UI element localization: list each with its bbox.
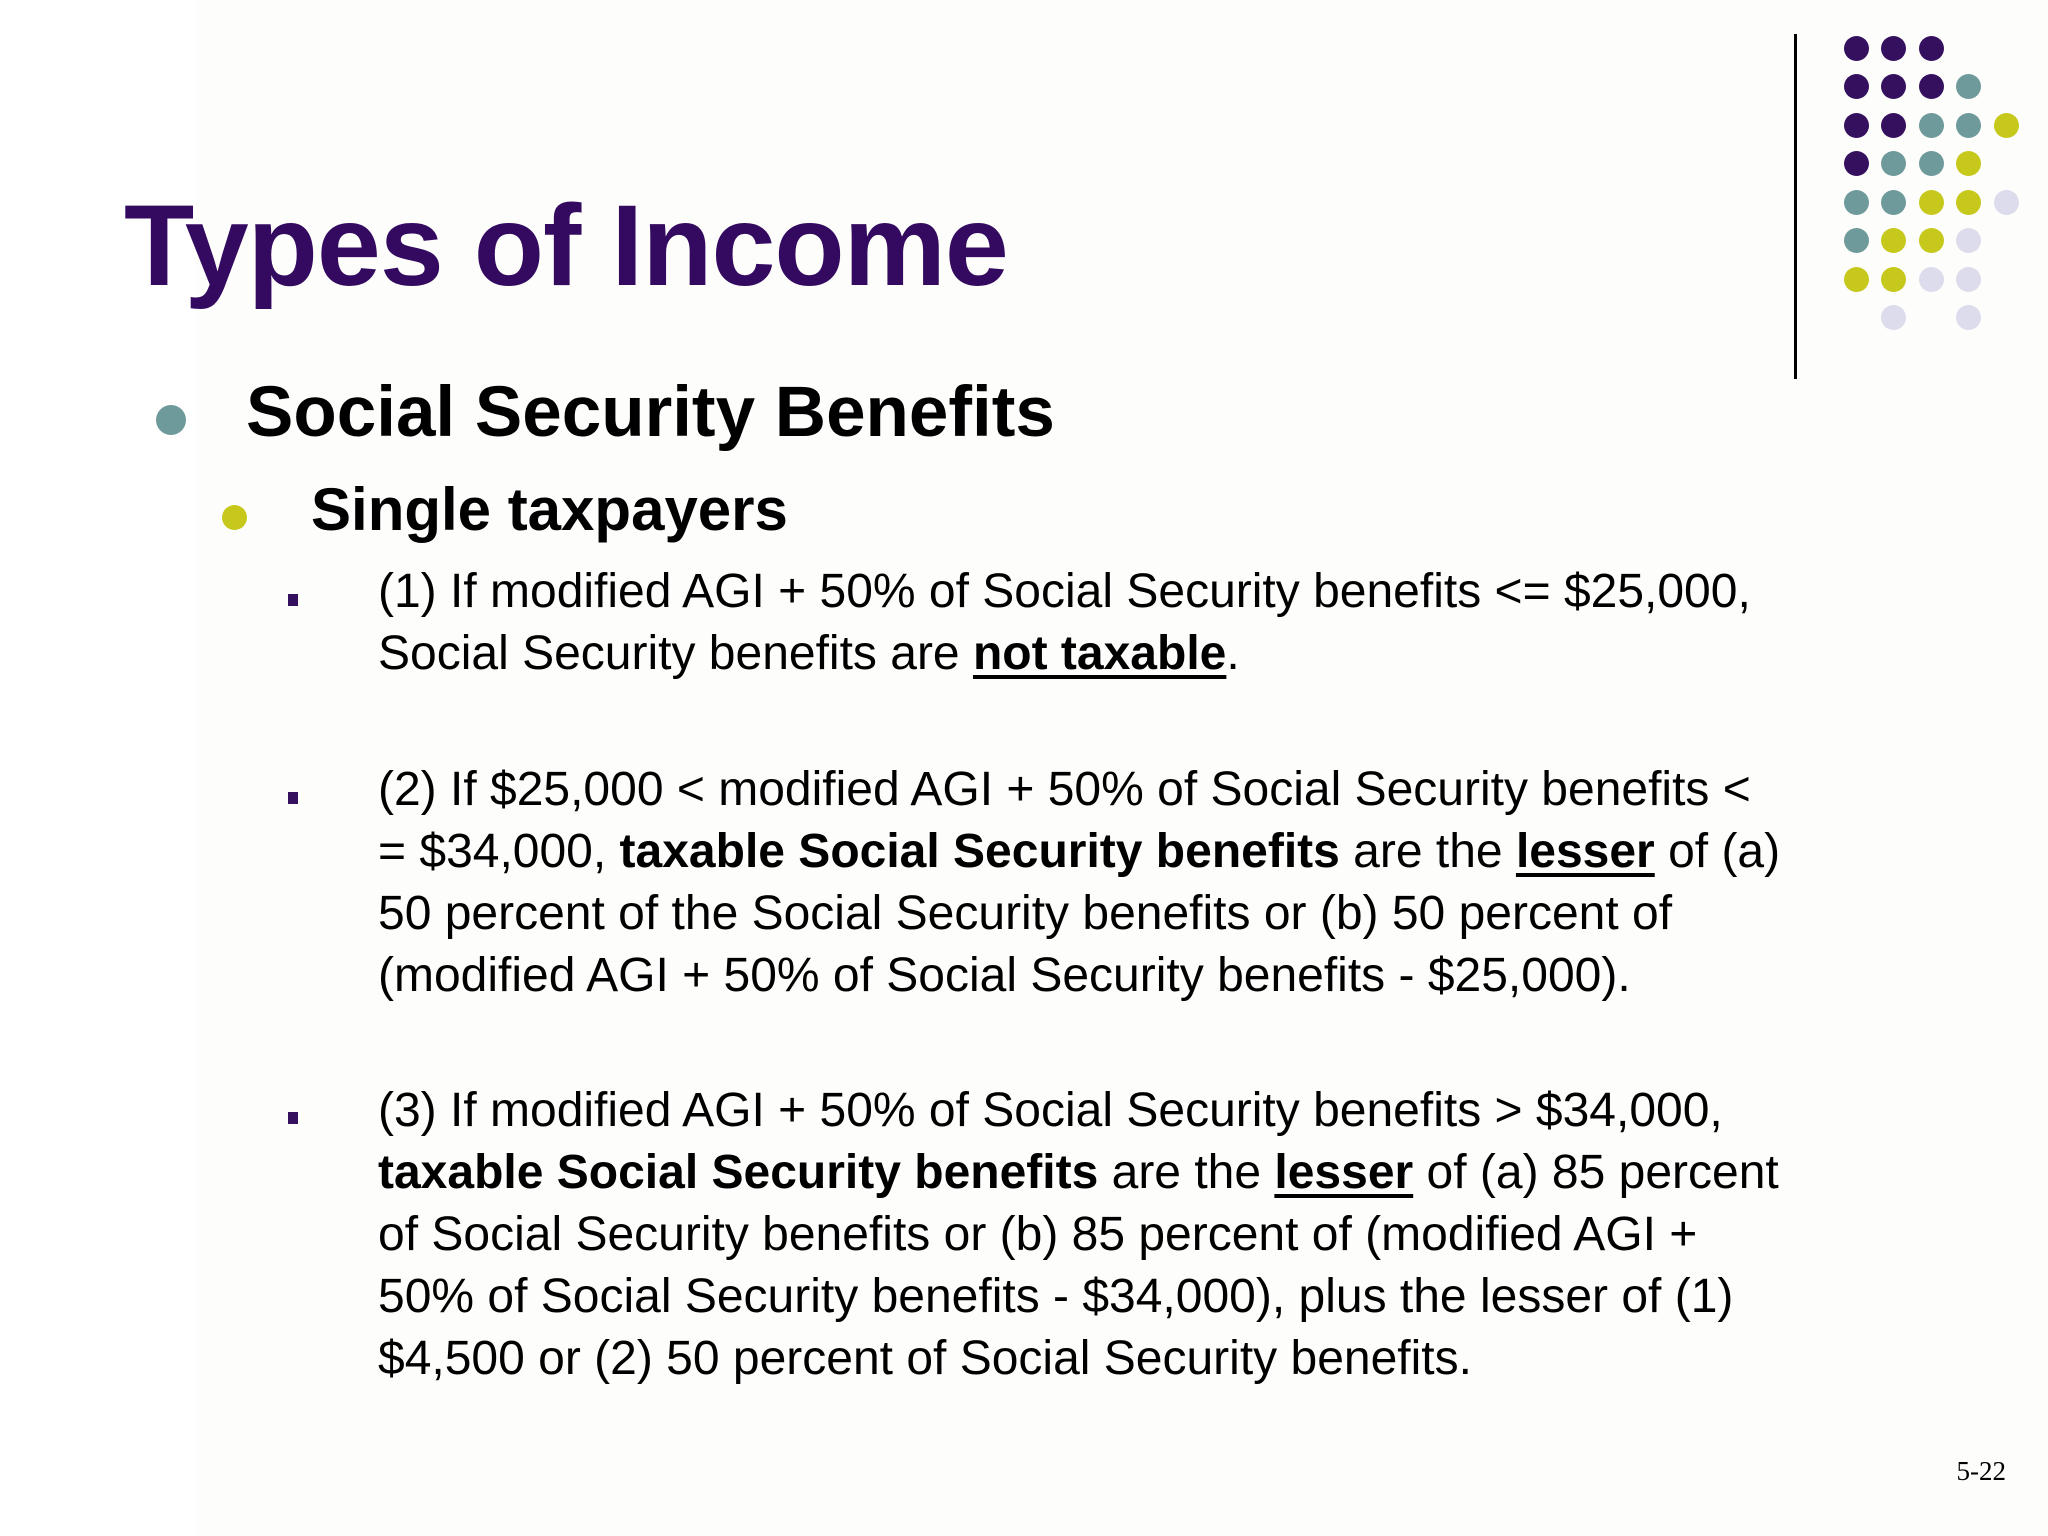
decorative-dot-icon [1881, 74, 1906, 99]
slide-title: Types of Income [124, 182, 1008, 310]
decorative-dot-icon [1956, 305, 1981, 330]
heading-social-security-benefits: Social Security Benefits [246, 373, 1055, 452]
decorative-dot-icon [1919, 151, 1944, 176]
list-item-3-line4: 50% of Social Security benefits - $34,000), plus the lesser of (1) [378, 1270, 1734, 1323]
list-item-1 [378, 561, 1918, 685]
list-item-2-line2: = $34,000, taxable Social Security benefits are the lesser of (a) [378, 825, 1781, 878]
slide-number: 5-22 [1956, 1456, 2006, 1486]
decorative-dot-icon [1919, 228, 1944, 253]
decorative-dot-icon [1919, 36, 1944, 61]
decorative-dot-icon [1881, 151, 1906, 176]
list-item-3-line1: (3) If modified AGI + 50% of Social Security benefits > $34,000, [378, 1084, 1723, 1137]
subheading-single-taxpayers: Single taxpayers [311, 476, 788, 543]
decorative-dot-icon [1881, 113, 1906, 138]
decorative-dot-icon [1844, 151, 1869, 176]
decorative-dot-icon [1994, 113, 2019, 138]
decorative-dot-icon [1881, 36, 1906, 61]
list-item-3-line3: of Social Security benefits or (b) 85 percent of (modified AGI + [378, 1208, 1698, 1261]
decorative-dot-icon [1956, 267, 1981, 292]
list-item-1-line2: Social Security benefits are not taxable. [378, 627, 1240, 680]
bullet-level3-icon [288, 1112, 298, 1124]
list-item-3 [378, 1080, 1918, 1390]
decorative-dot-icon [1844, 74, 1869, 99]
decorative-dot-icon [1919, 113, 1944, 138]
decorative-dot-icon [1919, 74, 1944, 99]
bullet-level2-icon [222, 505, 247, 530]
decorative-dot-icon [1844, 190, 1869, 215]
list-item-2-line4: (modified AGI + 50% of Social Security benefits - $25,000). [378, 949, 1631, 1002]
decorative-dot-icon [1844, 228, 1869, 253]
decorative-vertical-line [1794, 34, 1797, 379]
decorative-dot-icon [1844, 113, 1869, 138]
decorative-dot-icon [1881, 305, 1906, 330]
decorative-dot-icon [1881, 190, 1906, 215]
bullet-level1-icon [156, 405, 186, 435]
decorative-dot-icon [1919, 190, 1944, 215]
decorative-dot-icon [1956, 151, 1981, 176]
decorative-dot-icon [1919, 267, 1944, 292]
decorative-dot-icon [1844, 267, 1869, 292]
list-item-3-line2: taxable Social Security benefits are the lesser of (a) 85 percent [378, 1146, 1779, 1199]
list-item-1-line1: (1) If modified AGI + 50% of Social Security benefits <= $25,000, [378, 565, 1751, 618]
decorative-dot-icon [1956, 74, 1981, 99]
list-item-3-line5: $4,500 or (2) 50 percent of Social Security benefits. [378, 1332, 1472, 1385]
list-item-2-line3: 50 percent of the Social Security benefits or (b) 50 percent of [378, 887, 1673, 940]
decorative-dot-icon [1881, 228, 1906, 253]
decorative-dot-icon [1956, 228, 1981, 253]
list-item-2-line1: (2) If $25,000 < modified AGI + 50% of Social Security benefits < [378, 763, 1751, 816]
bullet-level3-icon [288, 792, 298, 804]
decorative-dot-icon [1994, 190, 2019, 215]
decorative-dot-icon [1956, 190, 1981, 215]
decorative-dot-icon [1956, 113, 1981, 138]
decorative-dot-icon [1881, 267, 1906, 292]
list-item-2 [378, 759, 1918, 1007]
bullet-level3-icon [288, 594, 298, 606]
decorative-dot-icon [1844, 36, 1869, 61]
